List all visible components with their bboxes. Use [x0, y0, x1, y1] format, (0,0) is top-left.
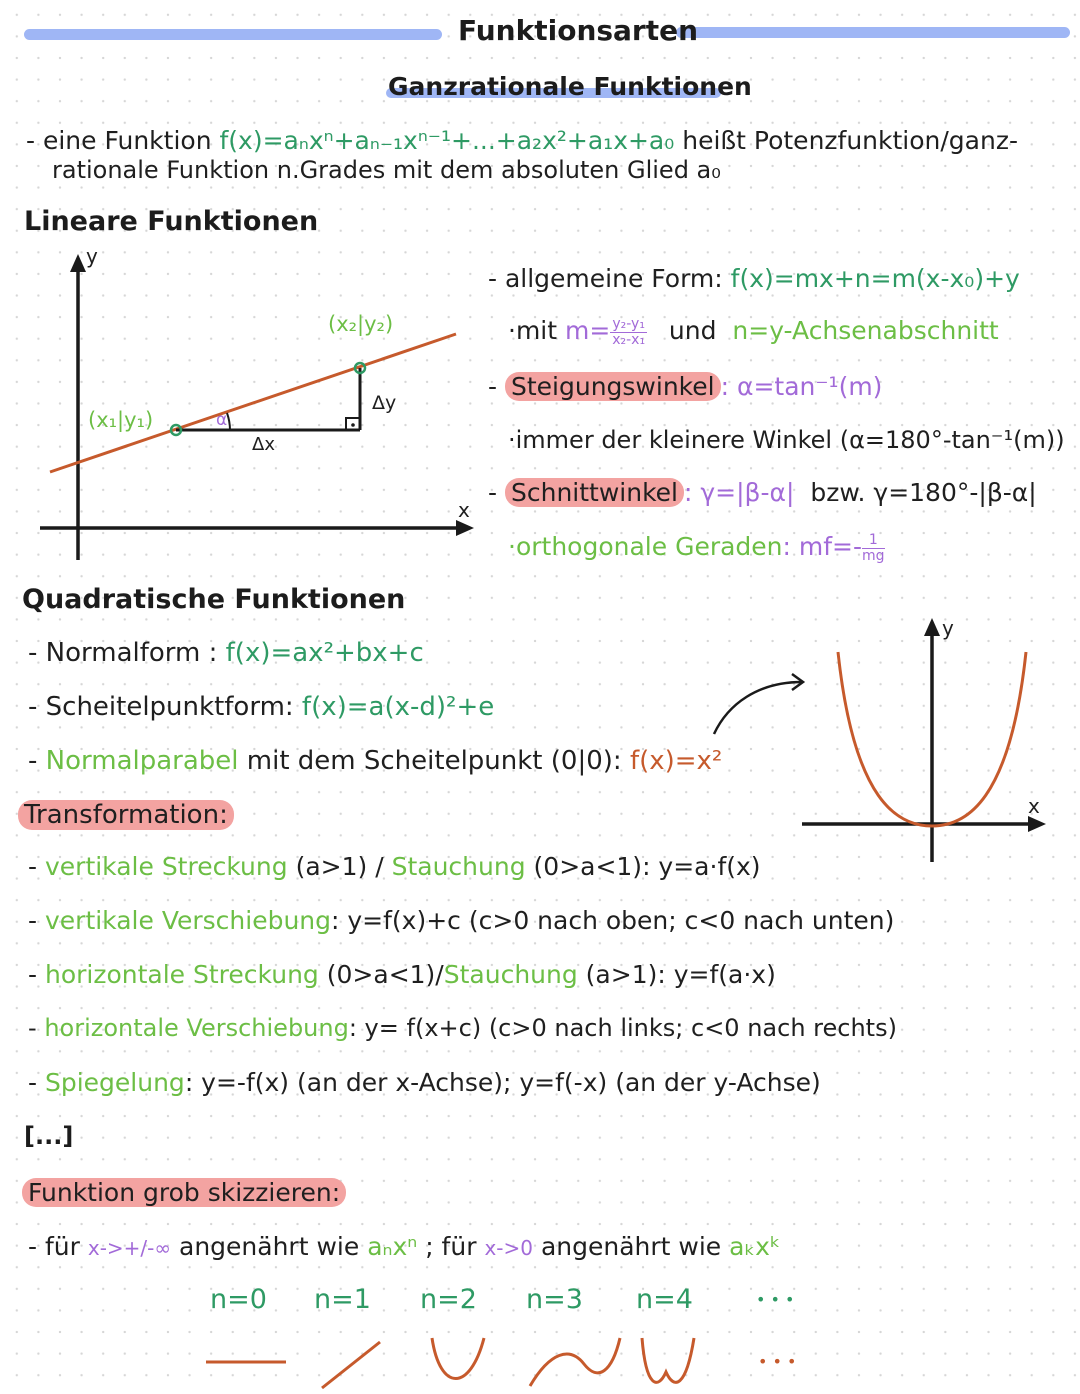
- parabel-dash: -: [28, 746, 38, 776]
- trafo-3-term: horizontale Streckung: [44, 960, 319, 989]
- parabola-x-label: x: [1028, 794, 1040, 818]
- orthogonal-numerator: 1: [862, 533, 885, 549]
- n-label-2: n=2: [420, 1284, 477, 1315]
- trafo-item-4: [28, 1014, 897, 1042]
- normalparabel-label: Normalparabel: [45, 746, 239, 776]
- alpha-label: α: [216, 410, 228, 430]
- trafo-3-dash: -: [28, 960, 38, 989]
- orthogonal-fraction: [862, 533, 885, 564]
- normalparabel-line: [28, 746, 722, 776]
- sketch-approx-1: angenährt wie: [179, 1232, 360, 1261]
- mit-label: ·mit: [508, 316, 558, 345]
- trafo-5-rule: : y=-f(x) (an der x-Achse); y=f(-x) (an der y-Achse): [184, 1068, 821, 1097]
- n-label-1: n=1: [314, 1284, 371, 1315]
- trafo-2-dash: -: [28, 906, 38, 935]
- general-form-label: - allgemeine Form:: [488, 264, 723, 293]
- trafo-4-rule: : y= f(x+c) (c>0 nach links; c<0 nach rechts): [348, 1014, 897, 1042]
- x-axis-label: x: [458, 498, 470, 522]
- n-label-3: n=3: [526, 1284, 583, 1315]
- trafo-3-rule: (a>1): y=f(a·x): [585, 960, 776, 989]
- trafo-item-3: [28, 960, 776, 989]
- trafo-5-dash: -: [28, 1068, 38, 1097]
- steigungswinkel-formula: : α=tan⁻¹(m): [720, 372, 883, 401]
- orthogonal-label: ·orthogonale Geraden: [508, 532, 783, 561]
- schnittwinkel-formula: : γ=|β-α|: [684, 478, 795, 507]
- m-equals: m=: [565, 316, 611, 345]
- schnitt-dash: -: [488, 478, 498, 507]
- point-1-label: (x₁|y₁): [88, 408, 154, 432]
- intro-tail: heißt Potenzfunktion/ganz-: [682, 126, 1018, 155]
- scheitelform-formula: f(x)=a(x-d)²+e: [301, 692, 495, 722]
- sketch-limit-1: x->+/-∞: [87, 1236, 172, 1260]
- steigungswinkel-label: Steigungswinkel: [505, 372, 721, 401]
- schnittwinkel-label: Schnittwinkel: [505, 478, 684, 507]
- n-label-4: n=4: [636, 1284, 693, 1315]
- trafo-4-term: horizontale Verschiebung: [44, 1014, 349, 1042]
- quadratic-heading: Quadratische Funktionen: [22, 584, 406, 615]
- sketch-term-2: aₖxᵏ: [729, 1232, 781, 1261]
- trafo-1-dash: -: [28, 852, 38, 881]
- sketch-limit-2: x->0: [484, 1236, 533, 1260]
- trafo-item-1: [28, 852, 761, 881]
- sketch-curves: [200, 1332, 760, 1392]
- sketch-rule-line: [28, 1232, 781, 1261]
- dy-label: Δy: [372, 392, 397, 414]
- und-label: und: [668, 316, 717, 345]
- intro-line-1: [26, 126, 1018, 155]
- slope-denominator: x₂-x₁: [612, 331, 646, 348]
- trafo-1-term: vertikale Streckung: [44, 852, 288, 881]
- trafo-item-2: [28, 906, 894, 935]
- intro-dash: - eine Funktion: [26, 126, 212, 155]
- orthogonal-denominator: mg: [862, 547, 885, 564]
- linear-heading: Lineare Funktionen: [24, 206, 319, 237]
- trafo-4-dash: -: [28, 1014, 37, 1042]
- n-label-0: n=0: [210, 1284, 267, 1315]
- general-form-formula: f(x)=mx+n=m(x-x₀)+y: [730, 264, 1020, 293]
- normalform-formula: f(x)=ax²+bx+c: [225, 638, 424, 668]
- more-curves: • • •: [758, 1352, 797, 1371]
- sketch-label-row: [22, 1178, 346, 1207]
- trafo-1-term2: Stauchung: [391, 852, 526, 881]
- slope-def-line: [508, 316, 999, 348]
- curve-n2: [432, 1338, 484, 1379]
- general-form-line: [488, 264, 1020, 293]
- n-label-more: • • •: [756, 1290, 795, 1309]
- n-definition: n=y-Achsenabschnitt: [732, 316, 999, 345]
- slope-fraction: [610, 317, 647, 348]
- sketch-dash: - für: [28, 1232, 80, 1261]
- scheitelform-line: [28, 692, 494, 722]
- steigungswinkel-line: [488, 372, 882, 401]
- sketch-term-1: aₙxⁿ: [367, 1232, 418, 1261]
- trafo-1-rule: (0>a<1): y=a·f(x): [533, 852, 761, 881]
- normalparabel-mid: mit dem Scheitelpunkt (0|0):: [246, 746, 622, 776]
- title-bar-right: [676, 27, 1070, 38]
- normalparabel-formula: f(x)=x²: [629, 746, 723, 776]
- schnittwinkel-tail: bzw. γ=180°-|β-α|: [810, 478, 1037, 507]
- transformation-label: Transformation:: [18, 800, 234, 830]
- subtitle: Ganzrationale Funktionen: [388, 72, 752, 101]
- ellipsis: [...]: [24, 1122, 74, 1150]
- curve-n3: [530, 1338, 620, 1386]
- sketch-sep: ; für: [425, 1232, 477, 1261]
- sketch-label: Funktion grob skizzieren:: [22, 1178, 346, 1207]
- parabola-y-label: y: [942, 616, 954, 640]
- point-2-label: (x₂|y₂): [328, 312, 394, 336]
- trafo-2-term: vertikale Verschiebung: [44, 906, 332, 935]
- intro-line-2: rationale Funktion n.Grades mit dem absoluten Glied a₀: [52, 156, 721, 184]
- normalform-line: [28, 638, 424, 668]
- curve-n4: [642, 1338, 694, 1382]
- trafo-1-cond: (a>1) /: [295, 852, 384, 881]
- title-bar-left: [24, 29, 442, 40]
- normalform-label: - Normalform :: [28, 638, 218, 668]
- trafo-3-term2: Stauchung: [443, 960, 578, 989]
- trafo-item-5: [28, 1068, 821, 1097]
- schnittwinkel-line: [488, 478, 1037, 507]
- kleiner-winkel-line: ·immer der kleinere Winkel (α=180°-tan⁻¹(m)): [508, 426, 1065, 454]
- sketch-approx-2: angenährt wie: [540, 1232, 722, 1261]
- intro-formula: f(x)=aₙxⁿ+aₙ₋₁xⁿ⁻¹+...+a₂x²+a₁x+a₀: [219, 126, 675, 155]
- parabola-graph: [798, 612, 1058, 872]
- trafo-5-term: Spiegelung: [44, 1068, 185, 1097]
- transformation-label-row: [18, 800, 234, 830]
- trafo-2-rule: : y=f(x)+c (c>0 nach oben; c<0 nach unten): [331, 906, 895, 935]
- scheitelform-label: - Scheitelpunktform:: [28, 692, 294, 722]
- orthogonal-line: [508, 532, 885, 564]
- slope-numerator: y₂-y₁: [612, 315, 645, 332]
- trafo-3-cond: (0>a<1)/: [326, 960, 444, 989]
- steig-dash: -: [488, 372, 498, 401]
- y-axis-label: y: [86, 244, 98, 268]
- dx-label: Δx: [252, 434, 275, 455]
- orthogonal-formula: : mf=-: [782, 532, 863, 561]
- curve-n1: [322, 1342, 380, 1388]
- page-title: Funktionsarten: [458, 14, 699, 47]
